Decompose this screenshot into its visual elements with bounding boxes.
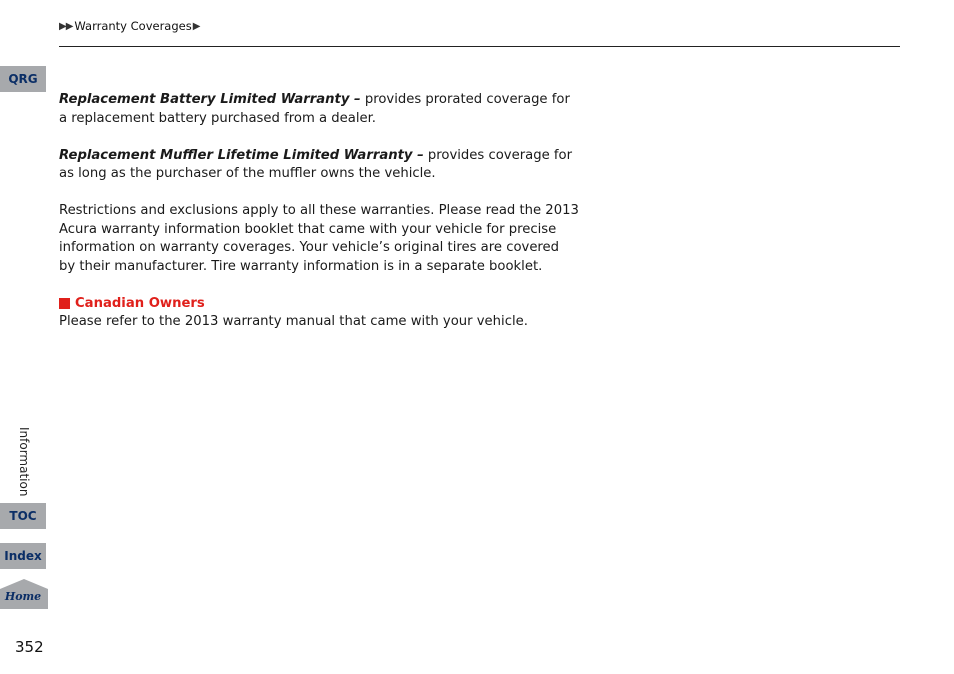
term-muffler-warranty: Replacement Muffler Lifetime Limited Warranty – — [59, 147, 424, 163]
breadcrumb — [59, 19, 199, 33]
double-right-triangle-icon: ▶▶ — [59, 20, 73, 32]
breadcrumb-link-warranty-coverages[interactable]: Warranty Coverages — [74, 19, 192, 33]
svg-text:Home: Home — [4, 590, 42, 603]
home-button[interactable] — [0, 579, 48, 609]
index-tab[interactable]: Index — [0, 543, 46, 569]
paragraph-battery-warranty: Replacement Battery Limited Warranty – provides prorated coverage for a replacement battery purchased from a dealer. — [59, 92, 570, 126]
paragraph-canadian-owners: Please refer to the 2013 warranty manual that came with your vehicle. — [59, 314, 528, 329]
header-divider — [59, 46, 900, 47]
term-battery-warranty: Replacement Battery Limited Warranty – — [59, 92, 361, 107]
red-square-icon — [59, 298, 70, 309]
toc-tab[interactable]: TOC — [0, 503, 46, 529]
page-number: 352 — [15, 638, 44, 656]
section-side-label: Information — [17, 427, 31, 497]
paragraph-restrictions: Restrictions and exclusions apply to all these warranties. Please read the 2013 Acura warranty information booklet that came with your vehicle for precise information on warranty coverages. Your vehicle’s original tires are covered by their manufacturer. Tire warranty information is in a separate booklet. — [59, 203, 579, 274]
home-icon — [0, 579, 48, 609]
qrg-tab[interactable]: QRG — [0, 66, 46, 92]
right-triangle-icon: ▶ — [192, 20, 200, 32]
main-content — [59, 91, 579, 332]
paragraph-muffler-warranty: Replacement Muffler Lifetime Limited Warranty – provides coverage for as long as the purchaser of the muffler owns the vehicle. — [59, 147, 573, 181]
section-heading-canadian-owners: Canadian Owners — [59, 295, 579, 314]
